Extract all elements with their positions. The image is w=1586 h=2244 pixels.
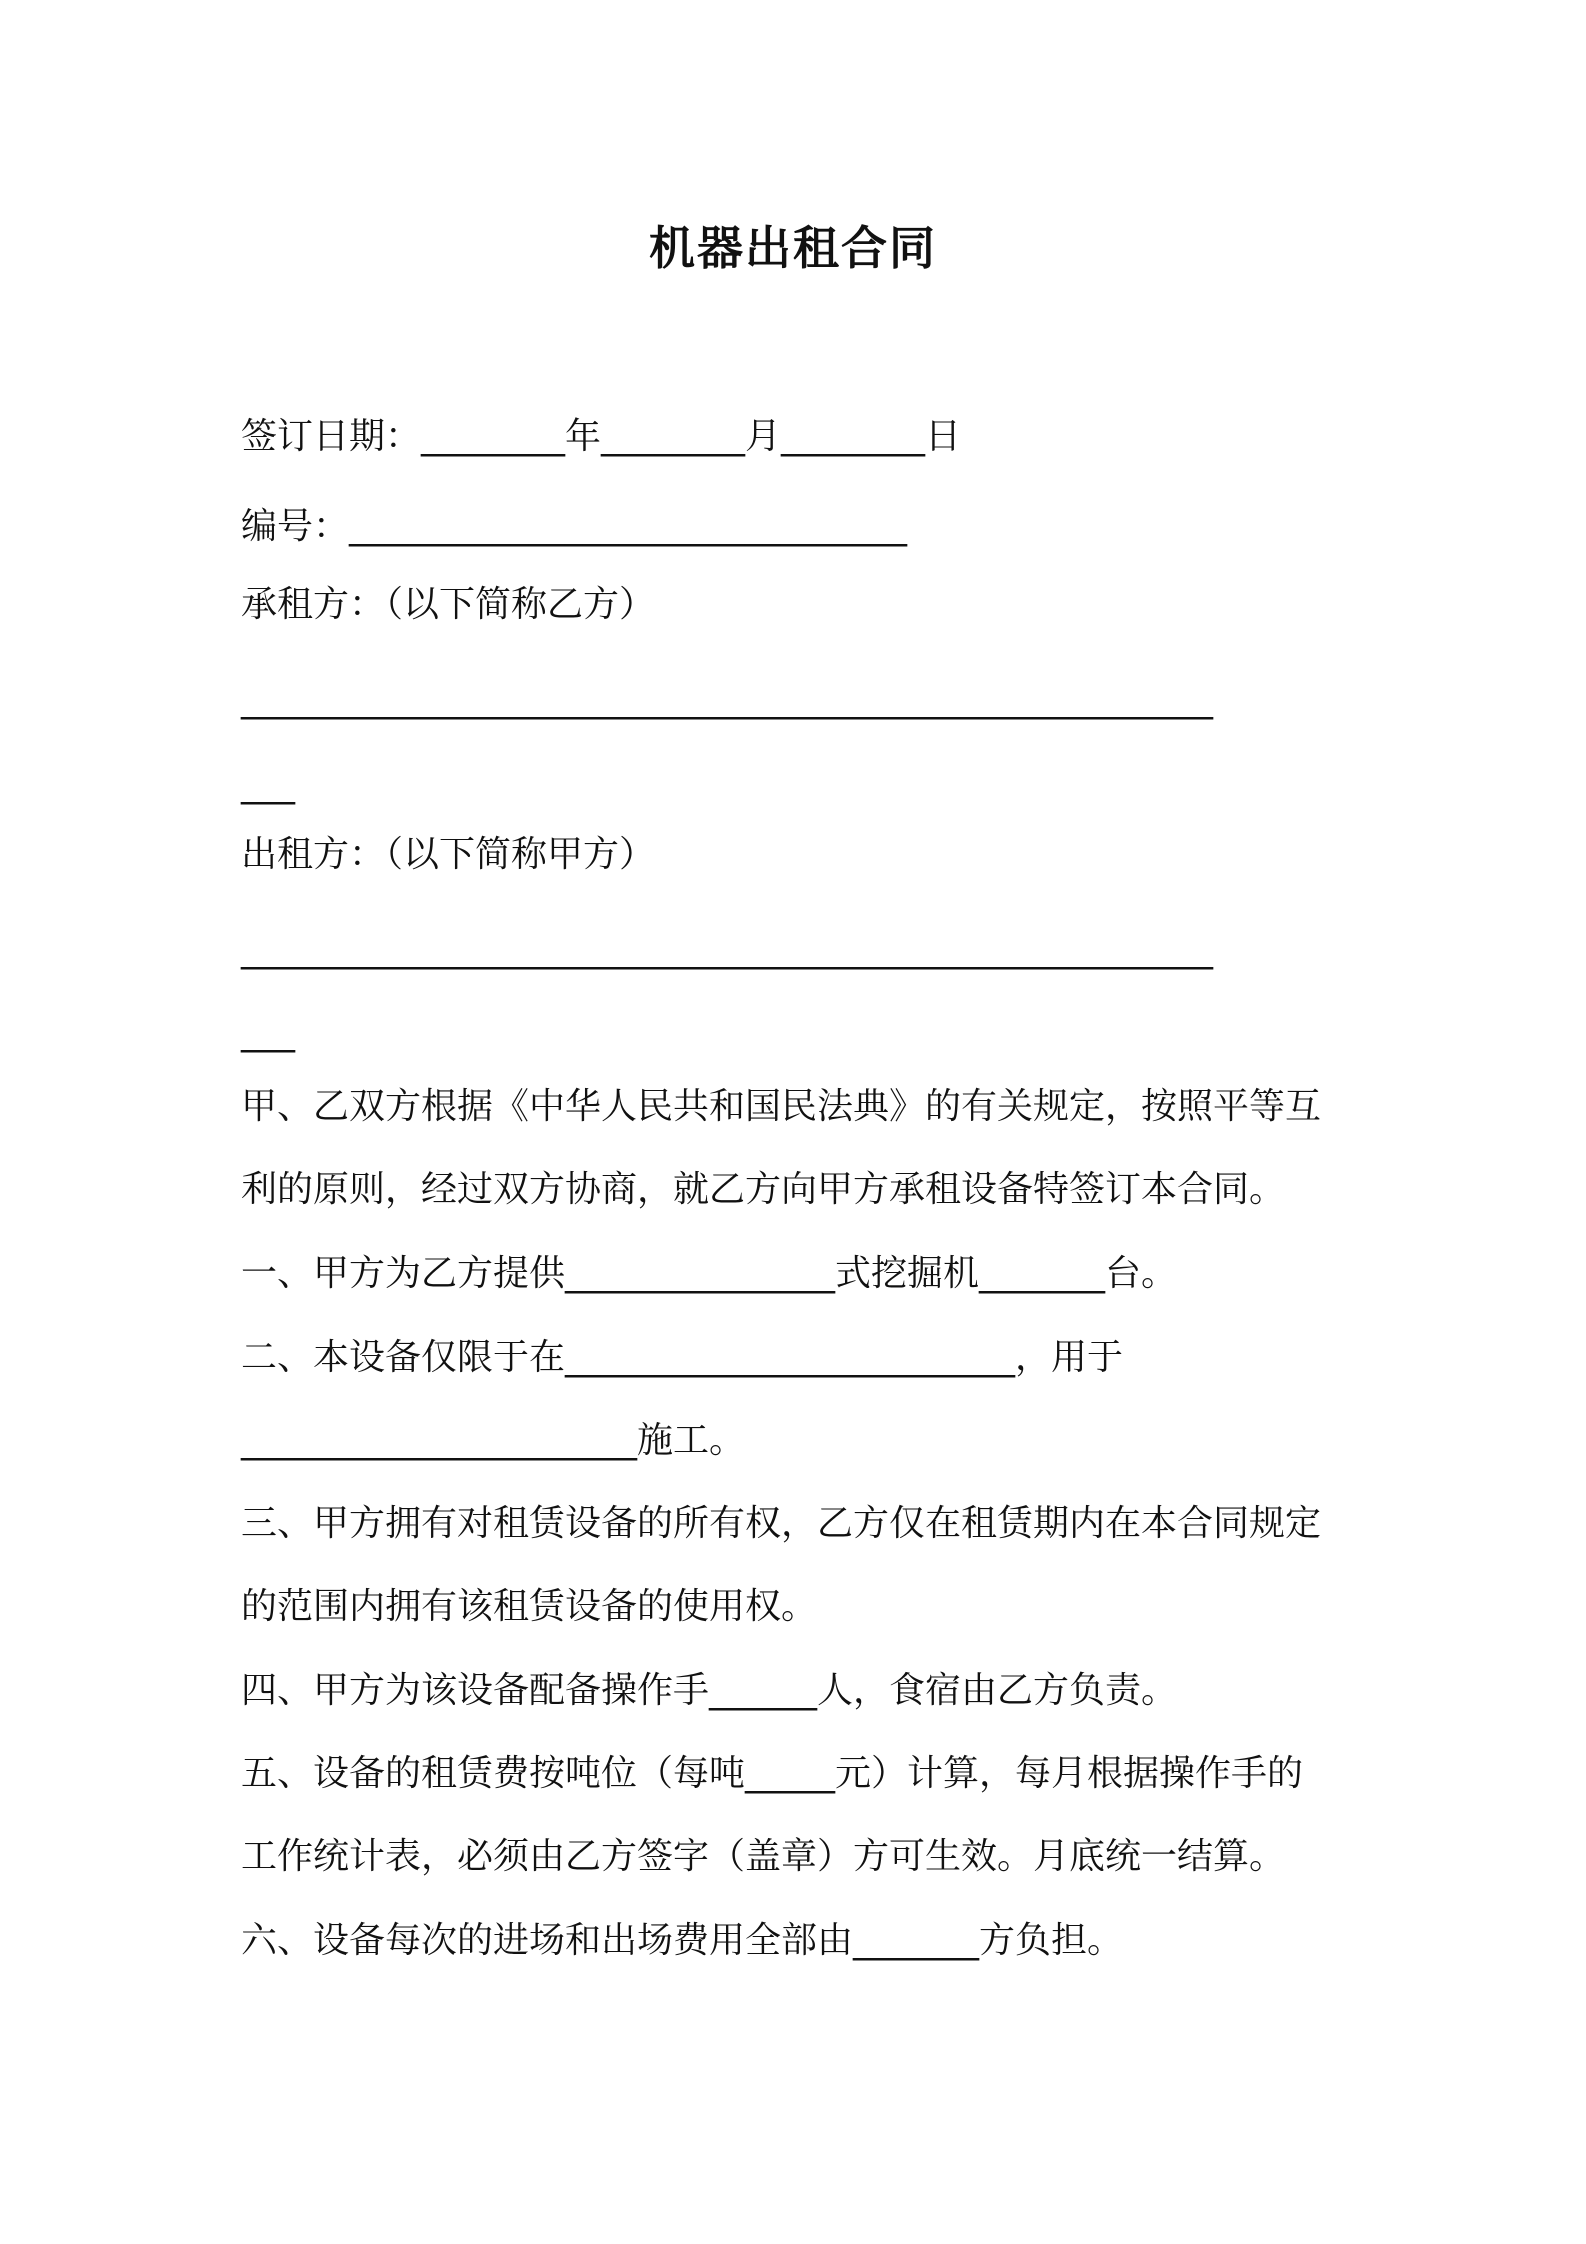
lessee-blank-line: ______________________________________________________ bbox=[241, 679, 1213, 720]
lessor-label: 出租方：（以下简称甲方） bbox=[241, 834, 656, 875]
lessee-blank-line-cont: ___ bbox=[241, 764, 295, 805]
clause-2-line-2: ______________________施工。 bbox=[241, 1420, 746, 1461]
lessee-label: 承租方：（以下简称乙方） bbox=[241, 584, 656, 625]
clause-4: 四、甲方为该设备配备操作手______人，食宿由乙方负责。 bbox=[241, 1670, 1178, 1711]
preamble-line-1: 甲、乙双方根据《中华人民共和国民法典》的有关规定，按照平等互 bbox=[241, 1086, 1322, 1127]
signing-date-line: 签订日期：________年________月________日 bbox=[241, 416, 962, 457]
clause-3-line-2: 的范围内拥有该租赁设备的使用权。 bbox=[241, 1586, 818, 1627]
clause-5-line-2: 工作统计表，必须由乙方签字（盖章）方可生效。月底统一结算。 bbox=[241, 1836, 1286, 1877]
clause-3-line-1: 三、甲方拥有对租赁设备的所有权，乙方仅在租赁期内在本合同规定 bbox=[241, 1503, 1322, 1544]
preamble-line-2: 利的原则，经过双方协商，就乙方向甲方承租设备特签订本合同。 bbox=[241, 1169, 1286, 1210]
lessor-blank-line: ______________________________________________________ bbox=[241, 929, 1213, 970]
contract-number-line: 编号：_______________________________ bbox=[241, 506, 908, 547]
clause-6: 六、设备每次的进场和出场费用全部由_______方负担。 bbox=[241, 1920, 1124, 1961]
clause-5-line-1: 五、设备的租赁费按吨位（每吨_____元）计算，每月根据操作手的 bbox=[241, 1753, 1304, 1794]
lessor-blank-line-cont: ___ bbox=[241, 1012, 295, 1053]
clause-2-line-1: 二、本设备仅限于在_________________________，用于 bbox=[241, 1337, 1124, 1378]
document-title: 机器出租合同 bbox=[649, 221, 937, 275]
clause-1: 一、甲方为乙方提供_______________式挖掘机_______台。 bbox=[241, 1253, 1178, 1294]
